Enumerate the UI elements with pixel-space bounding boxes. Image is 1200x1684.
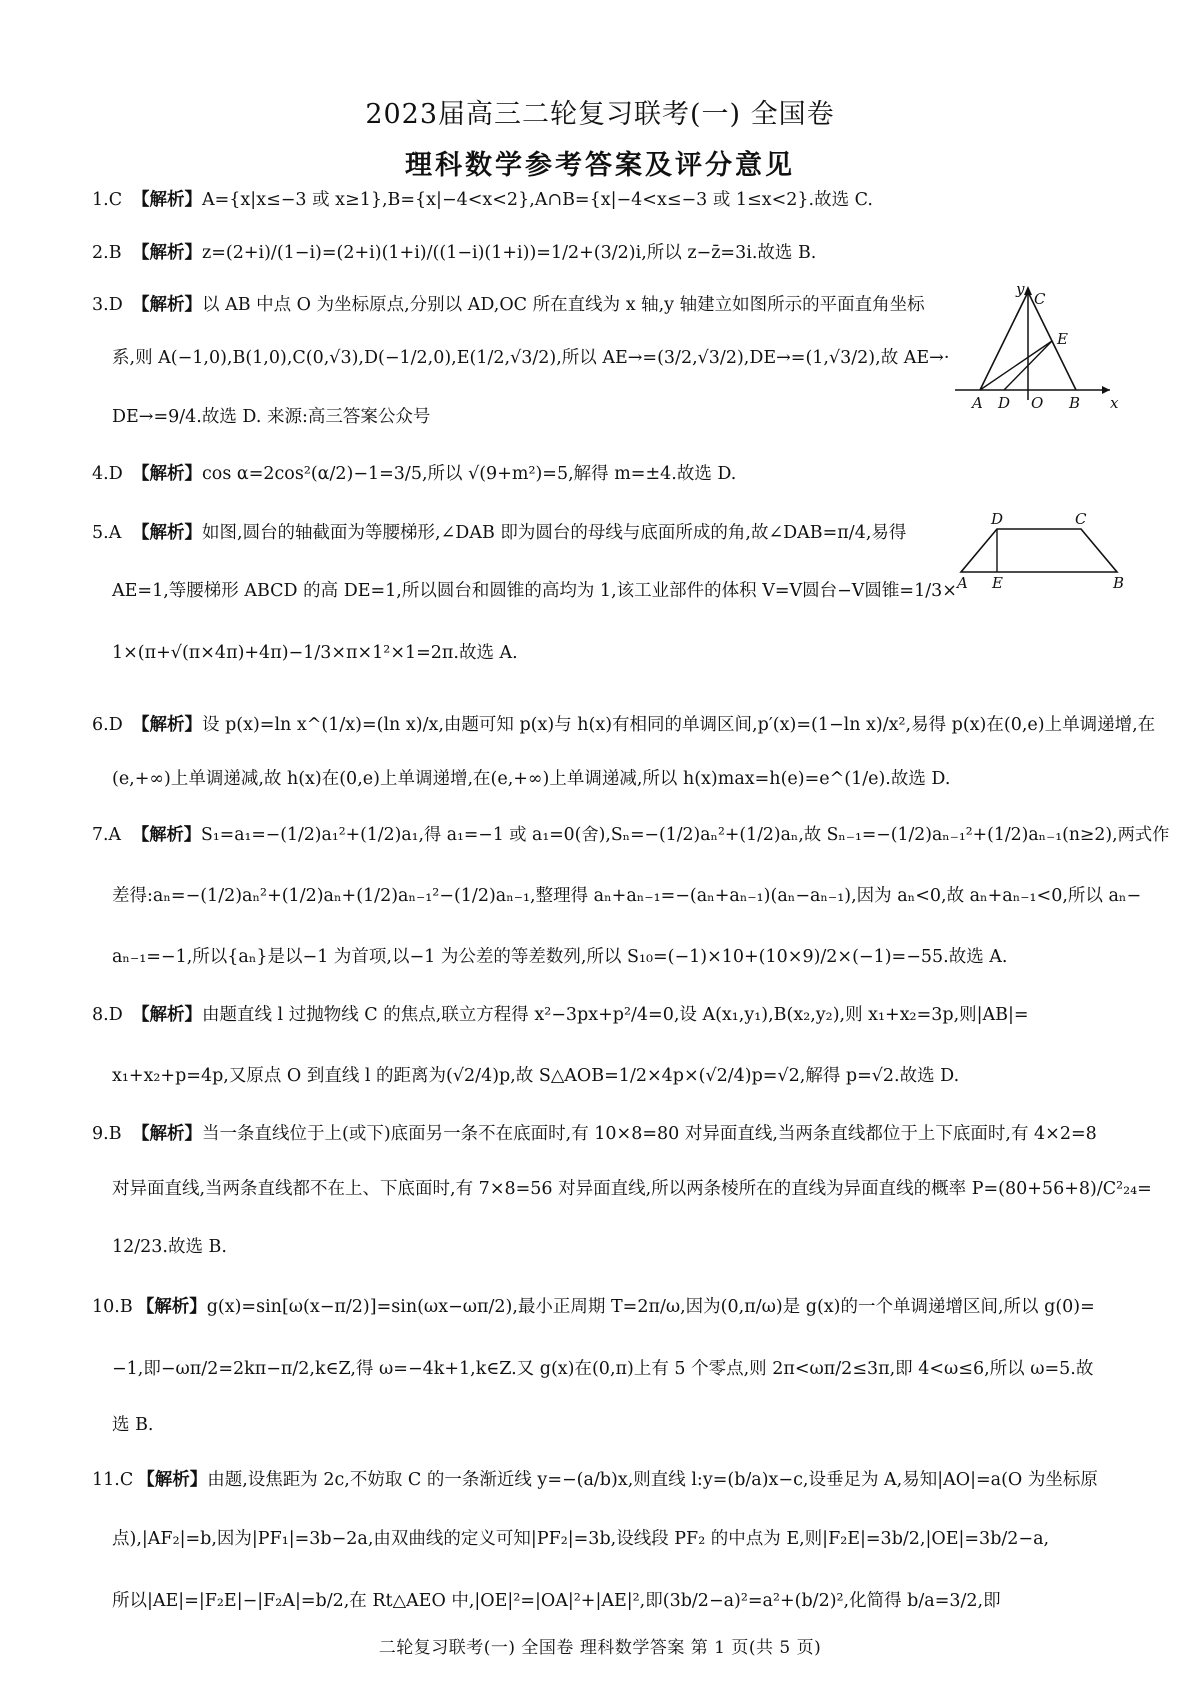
- label-d: D: [991, 512, 1004, 528]
- answer-line: −1,即−ωπ/2=2kπ−π/2,k∈Z,得 ω=−4k+1,k∈Z.又 g(x)在(0,π)上有 5 个零点,则 2π<ωπ/2≤3π,即 4<ω≤6,所以 ω=5.故: [112, 1359, 1094, 1379]
- analysis-tag: 【解析】: [132, 243, 202, 263]
- answer-line: 点),|AF₂|=b,因为|PF₁|=3b−2a,由双曲线的定义可知|PF₂|=3b,设线段 PF₂ 的中点为 E,则|F₂E|=3b/2,|OE|=3b/2−a,: [112, 1529, 1050, 1549]
- answer-line: 12/23.故选 B.: [112, 1237, 227, 1257]
- label-e: E: [992, 574, 1003, 590]
- answer-item-8: [92, 1002, 1029, 1029]
- answer-line: 如图,圆台的轴截面为等腰梯形,∠DAB 即为圆台的母线与底面所成的角,故∠DAB=π/4,易得: [202, 523, 907, 543]
- answer-item-2: [92, 240, 816, 267]
- answer-number: 1.C: [92, 190, 123, 210]
- answer-item-5: [92, 520, 906, 547]
- answer-item-10: [92, 1294, 1095, 1321]
- answer-number: 11.C: [92, 1470, 134, 1490]
- answer-number: 9.B: [92, 1124, 122, 1144]
- answer-item-9: [92, 1121, 1097, 1148]
- label-x: x: [1110, 394, 1119, 412]
- analysis-tag: 【解析】: [132, 295, 202, 315]
- coordinate-triangle-figure: [950, 282, 1125, 412]
- analysis-tag: 【解析】: [132, 825, 202, 845]
- analysis-tag: 【解析】: [132, 715, 202, 735]
- answer-line: AE=1,等腰梯形 ABCD 的高 DE=1,所以圆台和圆锥的高均为 1,该工业部件的体积 V=V圆台−V圆锥=1/3×: [112, 581, 957, 601]
- answer-item-7: [92, 822, 1169, 849]
- page-footer: 二轮复习联考(一) 全国卷 理科数学答案 第 1 页(共 5 页): [378, 1638, 822, 1658]
- trapezoid-figure: [955, 512, 1130, 590]
- label-e: E: [1057, 330, 1068, 348]
- answer-line: 1×(π+√(π×4π)+4π)−1/3×π×1²×1=2π.故选 A.: [112, 643, 518, 663]
- page-title: 2023届高三二轮复习联考(一) 全国卷: [365, 99, 835, 130]
- answer-number: 4.D: [92, 464, 123, 484]
- page-subtitle: 理科数学参考答案及评分意见: [405, 150, 795, 181]
- answer-line: DE→=9/4.故选 D. 来源:高三答案公众号: [112, 407, 431, 427]
- answer-line: 由题,设焦距为 2c,不妨取 C 的一条渐近线 y=−(a/b)x,则直线 l:y=(b/a)x−c,设垂足为 A,易知|AO|=a(O 为坐标原: [207, 1470, 1098, 1490]
- analysis-tag: 【解析】: [137, 1470, 208, 1490]
- analysis-tag: 【解析】: [132, 190, 202, 210]
- x-axis-arrow: [1102, 386, 1110, 394]
- label-b: B: [1069, 394, 1081, 412]
- label-a: A: [957, 574, 968, 590]
- analysis-tag: 【解析】: [132, 1124, 202, 1144]
- label-a: A: [972, 394, 983, 412]
- analysis-tag: 【解析】: [136, 1297, 207, 1317]
- answer-line: g(x)=sin[ω(x−π/2)]=sin(ωx−ωπ/2),最小正周期 T=2π/ω,因为(0,π/ω)是 g(x)的一个单调递增区间,所以 g(0)=: [206, 1297, 1095, 1317]
- answer-item-3: [92, 292, 925, 319]
- answer-line: aₙ₋₁=−1,所以{aₙ}是以−1 为首项,以−1 为公差的等差数列,所以 S₁₀=(−1)×10+(10×9)/2×(−1)=−55.故选 A.: [112, 947, 1008, 967]
- label-y: y: [1016, 282, 1025, 298]
- answer-item-6: [92, 712, 1155, 739]
- answer-line: 以 AB 中点 O 为坐标原点,分别以 AD,OC 所在直线为 x 轴,y 轴建立如图所示的平面直角坐标: [202, 295, 925, 315]
- answer-number: 8.D: [92, 1005, 123, 1025]
- answer-number: 7.A: [92, 825, 121, 845]
- answer-line: cos α=2cos²(α/2)−1=3/5,所以 √(9+m²)=5,解得 m=±4.故选 D.: [202, 464, 737, 484]
- analysis-tag: 【解析】: [132, 523, 202, 543]
- answer-line: 当一条直线位于上(或下)底面另一条不在底面时,有 10×8=80 对异面直线,当两条直线都位于上下底面时,有 4×2=8: [202, 1124, 1097, 1144]
- answer-item-4: [92, 461, 736, 488]
- answer-line: 设 p(x)=ln x^(1/x)=(ln x)/x,由题可知 p(x)与 h(x)有相同的单调区间,p′(x)=(1−ln x)/x²,易得 p(x)在(0,e)上单调递增,在: [202, 715, 1156, 735]
- answer-line: z=(2+i)/(1−i)=(2+i)(1+i)/((1−i)(1+i))=1/2+(3/2)i,所以 z−z̄=3i.故选 B.: [202, 243, 817, 263]
- label-c: C: [1034, 290, 1046, 308]
- analysis-tag: 【解析】: [132, 464, 202, 484]
- answer-line: 选 B.: [112, 1415, 154, 1435]
- answer-line: S₁=a₁=−(1/2)a₁²+(1/2)a₁,得 a₁=−1 或 a₁=0(舍),Sₙ=−(1/2)aₙ²+(1/2)aₙ,故 Sₙ₋₁=−(1/2)aₙ₋₁²+(1/2)aₙ₋₁(n≥2),两式作: [201, 825, 1170, 845]
- label-o: O: [1031, 394, 1044, 412]
- answer-number: 2.B: [92, 243, 122, 263]
- analysis-tag: 【解析】: [132, 1005, 202, 1025]
- label-d: D: [998, 394, 1011, 412]
- answer-line: (e,+∞)上单调递减,故 h(x)在(0,e)上单调递增,在(e,+∞)上单调递减,所以 h(x)max=h(e)=e^(1/e).故选 D.: [112, 769, 951, 789]
- answer-number: 3.D: [92, 295, 123, 315]
- answer-number: 5.A: [92, 523, 122, 543]
- answer-line: 系,则 A(−1,0),B(1,0),C(0,√3),D(−1/2,0),E(1/2,√3/2),所以 AE→=(3/2,√3/2),DE→=(1,√3/2),故 AE→·: [112, 348, 950, 368]
- answer-line: x₁+x₂+p=4p,又原点 O 到直线 l 的距离为(√2/4)p,故 S△AOB=1/2×4p×(√2/4)p=√2,解得 p=√2.故选 D.: [112, 1066, 960, 1086]
- label-c: C: [1075, 512, 1087, 528]
- answer-number: 6.D: [92, 715, 123, 735]
- trapezoid-abcd: [961, 529, 1117, 572]
- segment-ac: [980, 292, 1028, 390]
- answer-line: 差得:aₙ=−(1/2)aₙ²+(1/2)aₙ+(1/2)aₙ₋₁²−(1/2)aₙ₋₁,整理得 aₙ+aₙ₋₁=−(aₙ+aₙ₋₁)(aₙ−aₙ₋₁),因为 aₙ<0,故 aₙ+aₙ₋₁<0,所以 aₙ−: [112, 886, 1142, 906]
- answer-number: 10.B: [92, 1297, 133, 1317]
- vector-ae: [980, 341, 1052, 390]
- answer-item-11: [92, 1467, 1098, 1494]
- answer-line: A={x|x≤−3 或 x≥1},B={x|−4<x<2},A∩B={x|−4<x≤−3 或 1≤x<2}.故选 C.: [202, 190, 873, 210]
- answer-line: 由题直线 l 过抛物线 C 的焦点,联立方程得 x²−3px+p²/4=0,设 A(x₁,y₁),B(x₂,y₂),则 x₁+x₂=3p,则|AB|=: [202, 1005, 1029, 1025]
- answer-line: 所以|AE|=|F₂E|−|F₂A|=b/2,在 Rt△AEO 中,|OE|²=|OA|²+|AE|²,即(3b/2−a)²=a²+(b/2)²,化简得 b/a=3/2,即: [112, 1591, 1001, 1611]
- answer-item-1: [92, 187, 873, 214]
- answer-line: 对异面直线,当两条直线都不在上、下底面时,有 7×8=56 对异面直线,所以两条棱所在的直线为异面直线的概率 P=(80+56+8)/C²₂₄=: [112, 1179, 1152, 1199]
- label-b: B: [1113, 574, 1125, 590]
